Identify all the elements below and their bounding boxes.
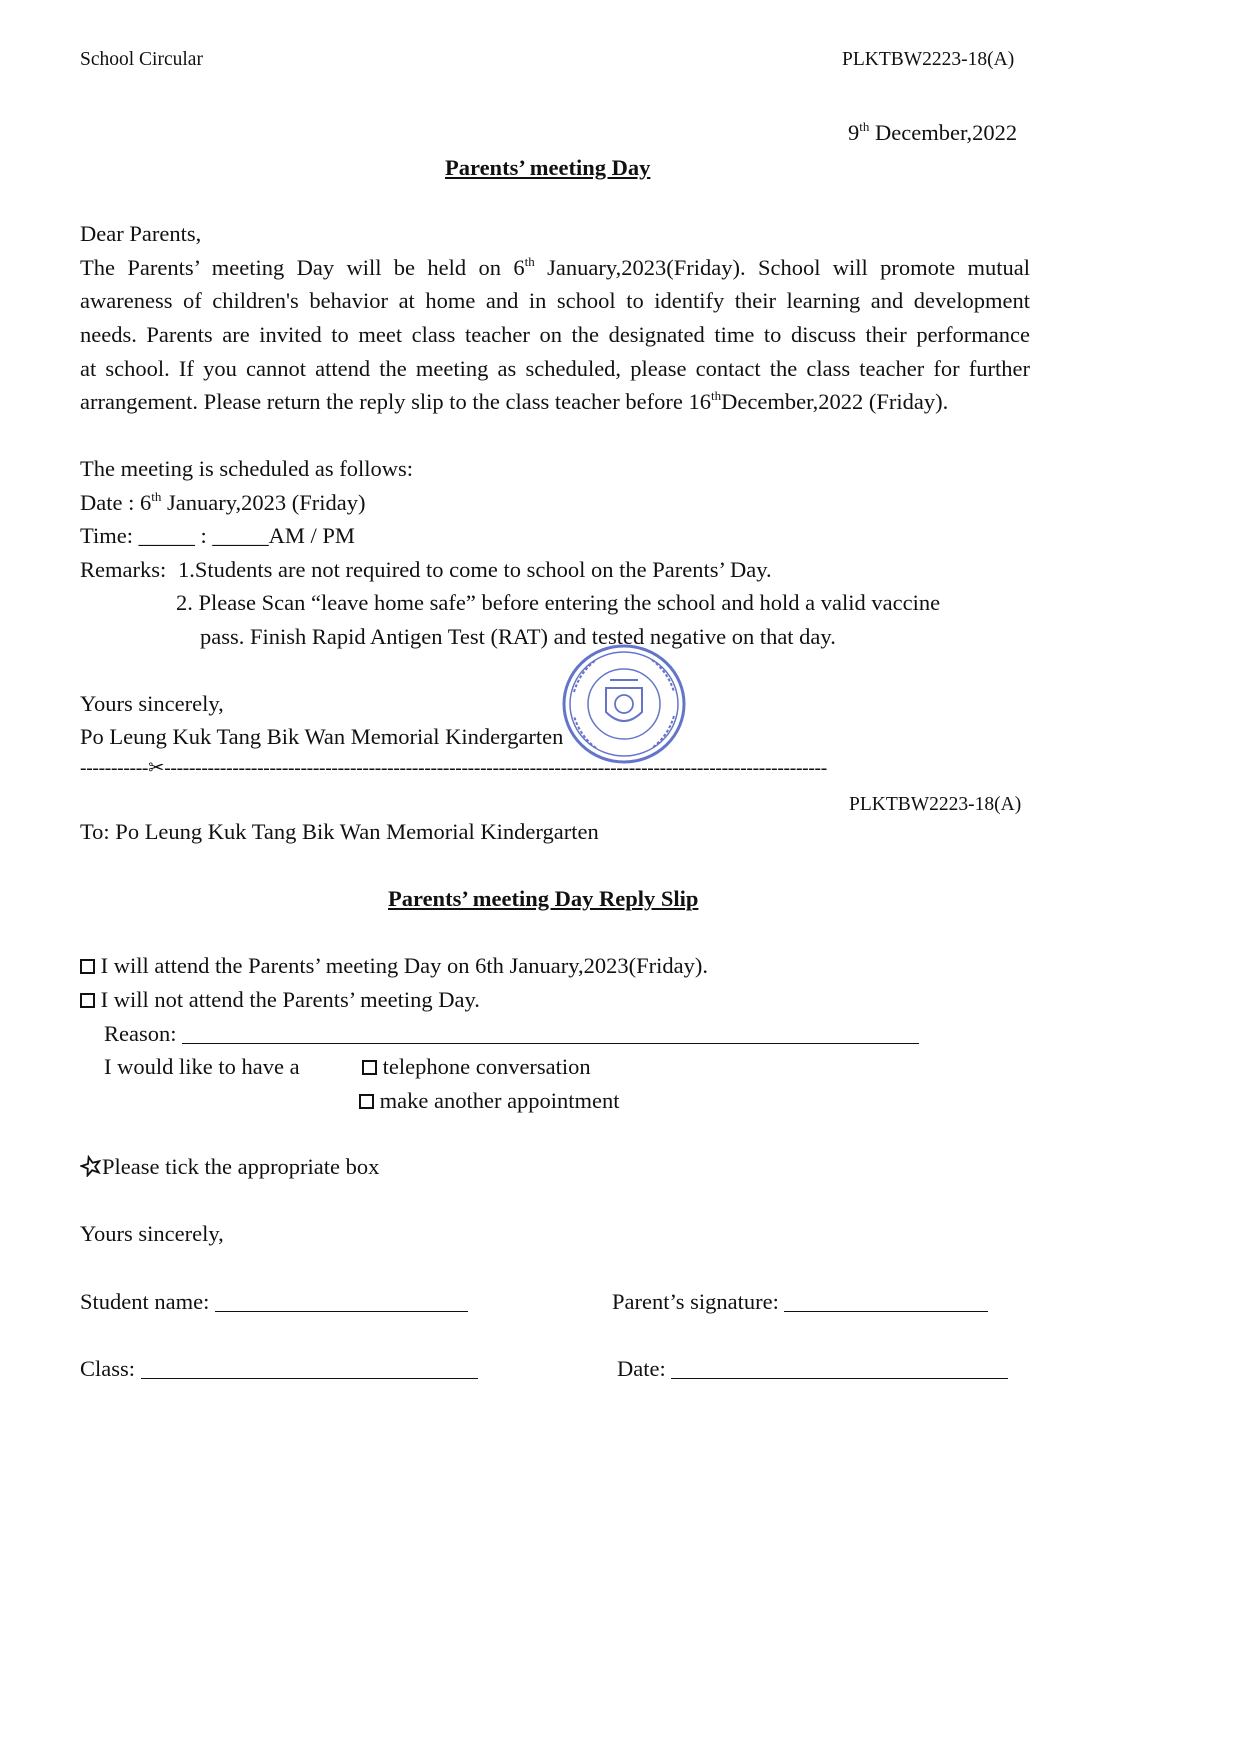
date-blank[interactable] (671, 1358, 1008, 1379)
reason-field[interactable]: Reason: (104, 1020, 919, 1048)
body-line-5: arrangement. Please return the reply slip to the class teacher before 16thDecember,2022 (Friday). (80, 388, 949, 414)
date-field[interactable]: Date: (617, 1355, 1008, 1383)
star-icon (80, 1155, 102, 1177)
option-appointment[interactable]: make another appointment (359, 1087, 620, 1115)
circular-reference: PLKTBW2223-18(A) (842, 49, 1015, 70)
reply-reference: PLKTBW2223-18(A) (849, 794, 1022, 815)
class-blank[interactable] (141, 1358, 478, 1379)
circular-date: 9th December,2022 (848, 119, 1018, 145)
parent-signature-field[interactable]: Parent’s signature: (612, 1288, 988, 1316)
page-title: Parents’ meeting Day (445, 155, 651, 180)
remarks-label: Remarks: (80, 557, 167, 582)
attend-checkbox[interactable] (80, 959, 95, 974)
parent-signature-blank[interactable] (784, 1291, 988, 1312)
remark-2-line-1: 2. Please Scan “leave home safe” before entering the school and hold a valid vaccine (176, 590, 941, 615)
body-line-4: at school. If you cannot attend the meeting as scheduled, please contact the class teacher for further (80, 356, 1030, 381)
closing-sincerely: Yours sincerely, (80, 691, 224, 716)
class-field[interactable]: Class: (80, 1355, 478, 1383)
cut-line: -----------✂----------------------------------------------------------------------------------------------------------- (80, 758, 827, 779)
appointment-checkbox[interactable] (359, 1094, 374, 1109)
school-seal-stamp (560, 642, 688, 766)
body-line-1: The Parents’ meeting Day will be held on 6th January,2023(Friday). School will promote mutual (80, 254, 1030, 280)
option-not-attend[interactable]: I will not attend the Parents’ meeting Day. (80, 986, 480, 1014)
option-attend[interactable]: I will attend the Parents’ meeting Day on 6th January,2023(Friday). (80, 952, 708, 980)
reply-recipient: To: Po Leung Kuk Tang Bik Wan Memorial Kindergarten (80, 819, 599, 844)
body-line-3: needs. Parents are invited to meet class teacher on the designated time to discuss their performance (80, 322, 1030, 347)
student-name-field[interactable]: Student name: (80, 1288, 468, 1316)
remark-2-line-2: pass. Finish Rapid Antigen Test (RAT) and tested negative on that day. (200, 624, 836, 649)
circular-label: School Circular (80, 49, 203, 70)
telephone-checkbox[interactable] (362, 1060, 377, 1075)
not-attend-checkbox[interactable] (80, 993, 95, 1008)
body-line-2: awareness of children's behavior at home and in school to identify their learning and development (80, 288, 1030, 313)
tick-instruction: Please tick the appropriate box (80, 1153, 379, 1181)
student-name-blank[interactable] (215, 1291, 468, 1312)
reply-sincerely: Yours sincerely, (80, 1221, 224, 1246)
option-telephone[interactable]: telephone conversation (362, 1053, 591, 1081)
greeting: Dear Parents, (80, 221, 202, 246)
reply-slip-title: Parents’ meeting Day Reply Slip (388, 886, 699, 911)
contact-preference-label: I would like to have a (104, 1054, 300, 1079)
schedule-intro: The meeting is scheduled as follows: (80, 456, 414, 481)
schedule-date: Date : 6th January,2023 (Friday) (80, 489, 366, 515)
closing-school-name: Po Leung Kuk Tang Bik Wan Memorial Kindergarten (80, 724, 564, 749)
scissors-icon: ✂ (148, 758, 165, 779)
remark-1: 1.Students are not required to come to school on the Parents’ Day. (178, 557, 772, 582)
schedule-time: Time: _____ : _____AM / PM (80, 523, 355, 548)
reason-blank[interactable] (182, 1023, 919, 1044)
